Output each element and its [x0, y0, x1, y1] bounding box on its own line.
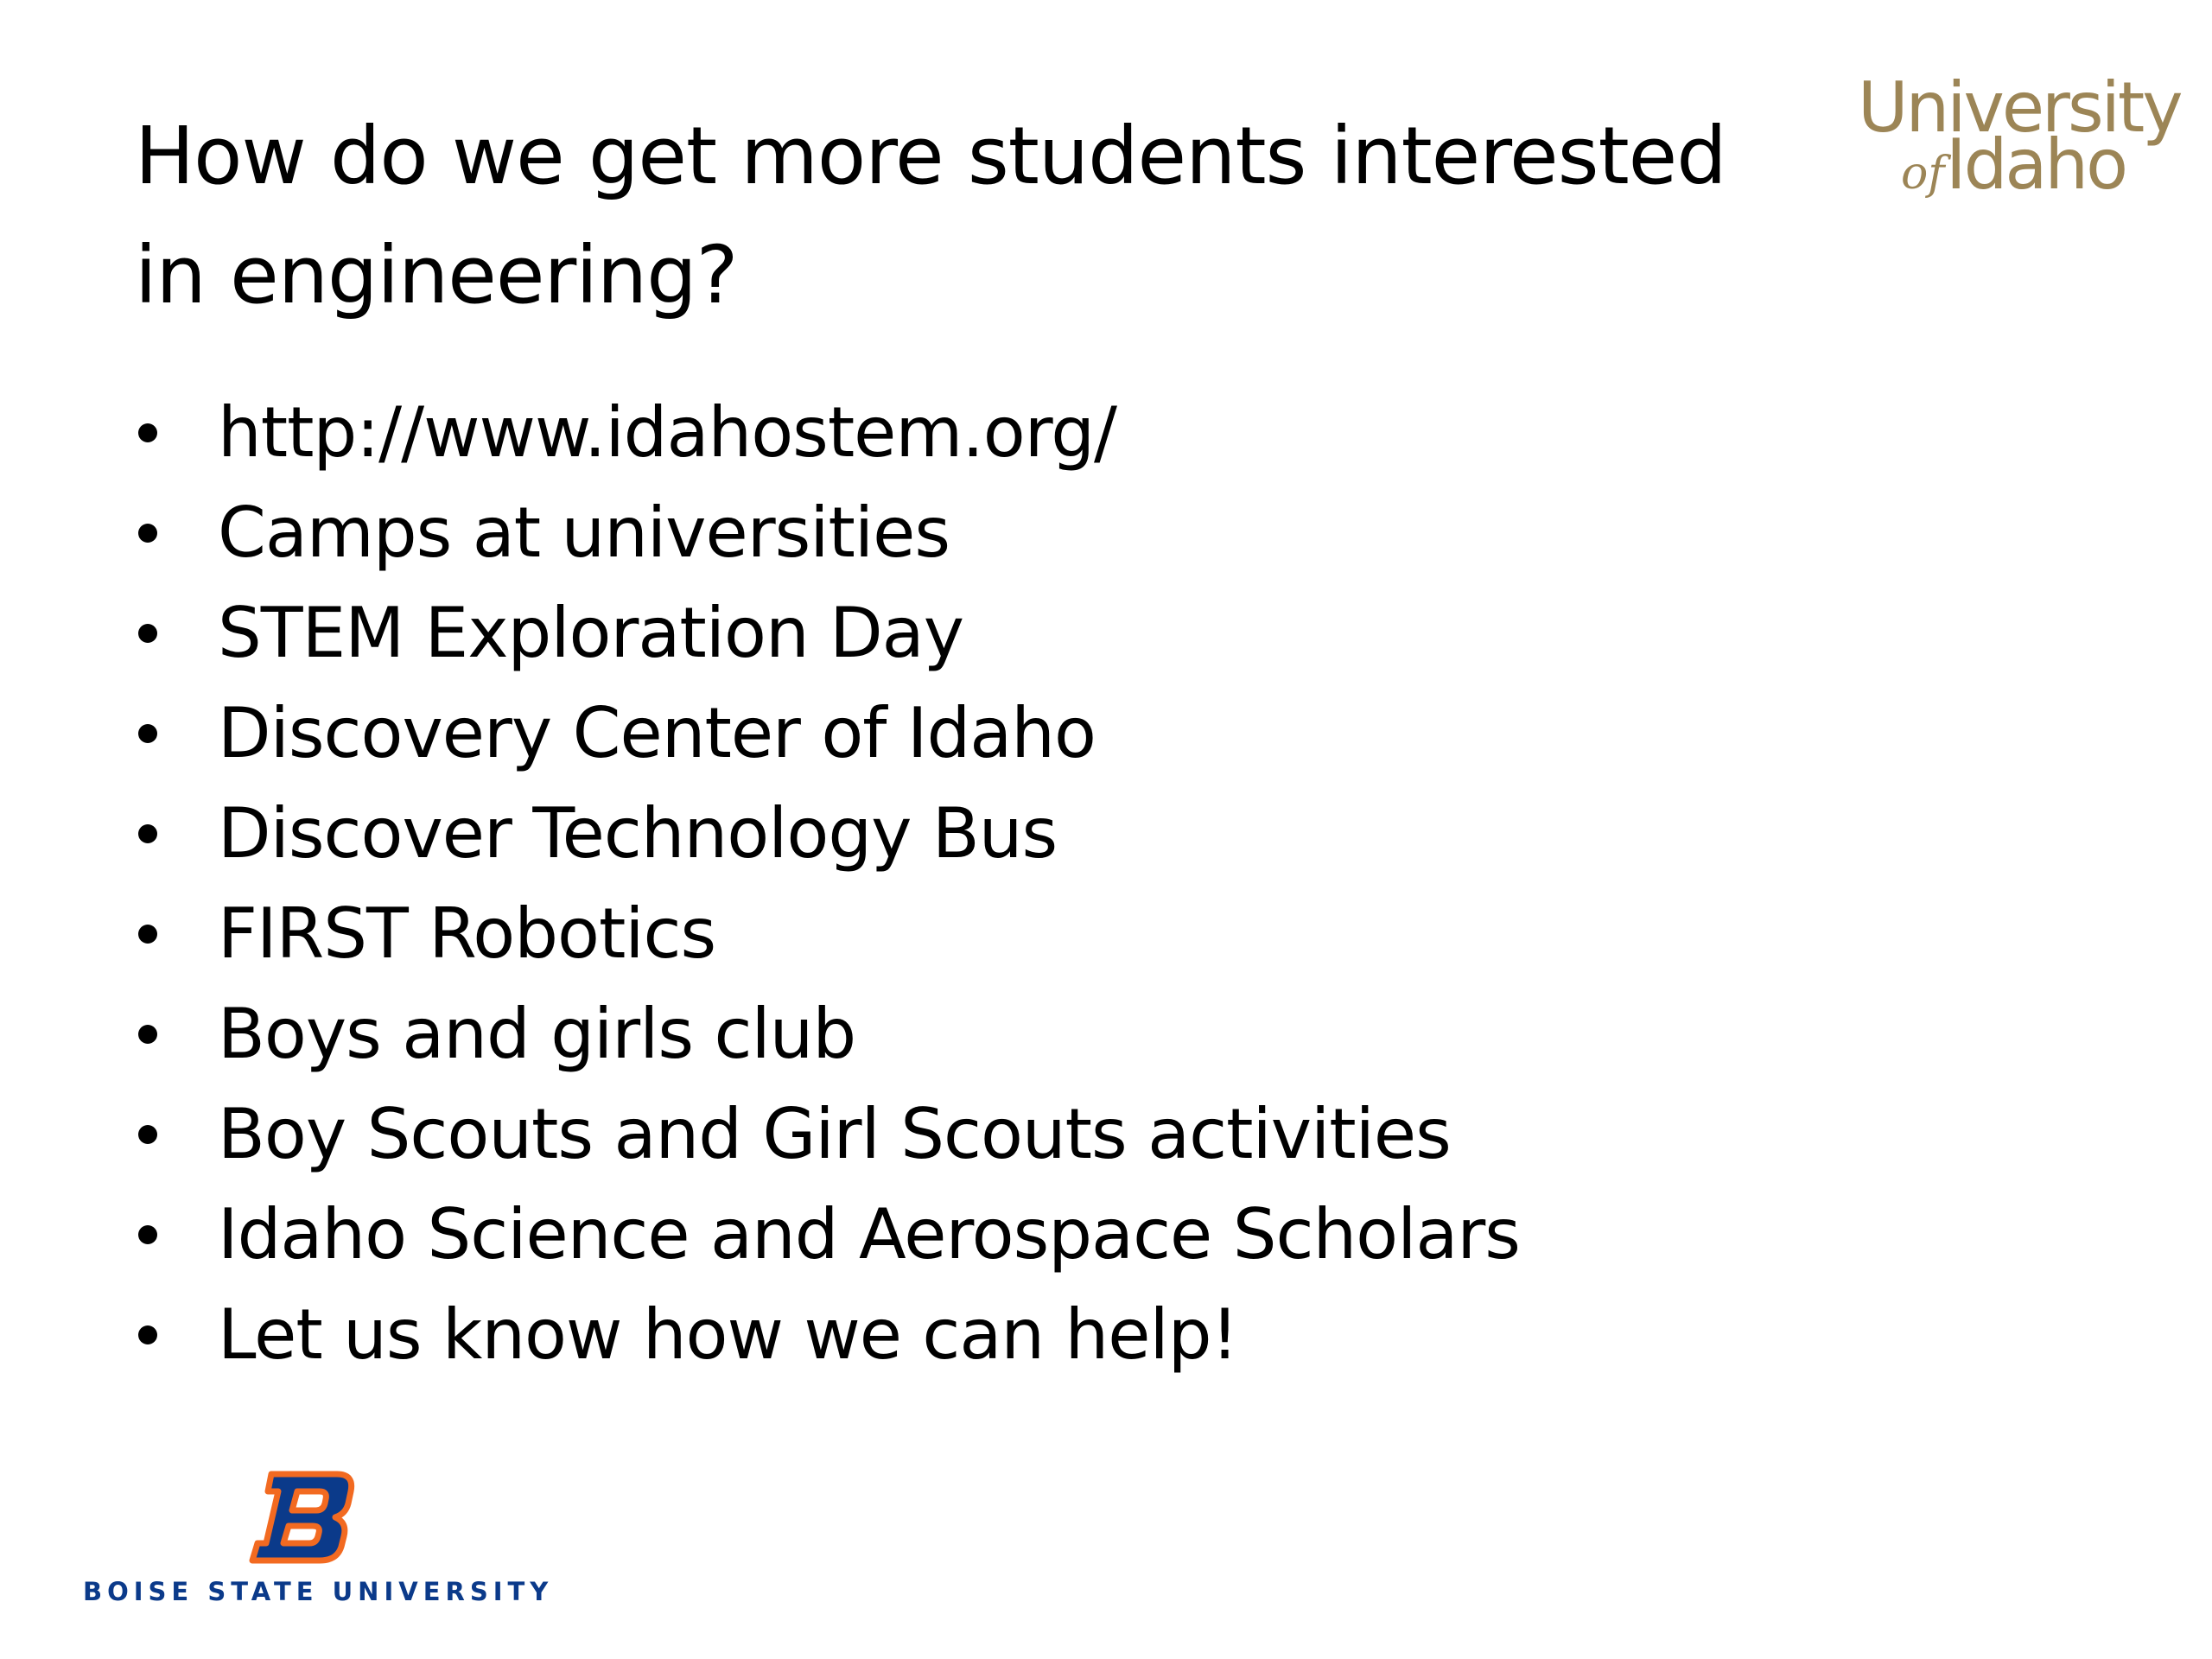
bullet-dot-icon — [138, 423, 157, 442]
bullet-item — [135, 583, 1777, 683]
bullet-item — [135, 884, 1777, 984]
uidaho-logo-of-text: of — [1901, 148, 1945, 200]
bullet-item-text: Camps at universities — [218, 493, 950, 573]
bullet-item — [135, 784, 1777, 884]
bullet-item — [135, 483, 1777, 583]
bullet-item-text: Boy Scouts and Girl Scouts activities — [218, 1094, 1451, 1174]
bullet-dot-icon — [138, 524, 157, 543]
boise-state-b-icon — [247, 1469, 359, 1566]
bullet-dot-icon — [138, 624, 157, 643]
bullet-item-text: STEM Exploration Day — [218, 593, 964, 673]
bullet-item-text: FIRST Robotics — [218, 893, 716, 974]
bullet-dot-icon — [138, 1125, 157, 1144]
slide-title-line-1: How do we get more students interested — [135, 110, 1726, 202]
bullet-item-idahostem-link[interactable] — [135, 383, 1777, 483]
bullet-item — [135, 984, 1777, 1084]
bullet-item-text: Boys and girls club — [218, 994, 856, 1074]
uidaho-logo-idaho-text: Idaho — [1946, 124, 2126, 205]
bullet-dot-icon — [138, 925, 157, 944]
bullet-list — [135, 383, 1777, 1385]
bullet-item-text: Discovery Center of Idaho — [218, 693, 1096, 773]
slide-title-line-2: in engineering? — [135, 229, 738, 321]
boise-state-university-logo — [83, 1469, 554, 1616]
bullet-item-text: Discover Technology Bus — [218, 793, 1058, 874]
bullet-item — [135, 683, 1777, 784]
bullet-dot-icon — [138, 724, 157, 743]
bullet-item-text: http://www.idahostem.org/ — [218, 392, 1116, 473]
bsu-logo-text: BOISE STATE UNIVERSITY — [83, 1577, 554, 1606]
bullet-dot-icon — [138, 824, 157, 843]
bullet-item-text: Idaho Science and Aerospace Scholars — [218, 1194, 1520, 1274]
bullet-item — [135, 1185, 1777, 1285]
bullet-dot-icon — [138, 1025, 157, 1044]
bullet-item — [135, 1285, 1777, 1385]
bullet-dot-icon — [138, 1225, 157, 1244]
bullet-item — [135, 1084, 1777, 1185]
uidaho-logo-university-text: University — [1858, 67, 2181, 148]
slide-title — [135, 97, 1828, 335]
bullet-dot-icon — [138, 1325, 157, 1344]
bsu-b-shape — [252, 1474, 352, 1560]
university-of-idaho-logo — [1849, 69, 2195, 216]
bullet-item-text: Let us know how we can help! — [218, 1294, 1238, 1375]
